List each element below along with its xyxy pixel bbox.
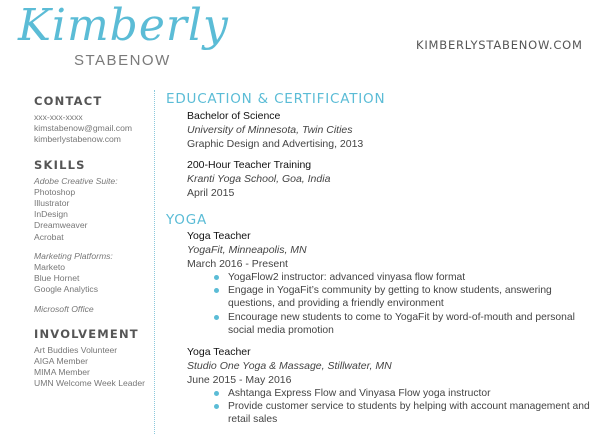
logo-script-name: Kimberly bbox=[18, 0, 229, 51]
involvement-item: Art Buddies Volunteer bbox=[34, 344, 118, 355]
main-content bbox=[166, 91, 596, 427]
bullet-item bbox=[217, 387, 596, 400]
contact-website[interactable]: kimberlystabenow.com bbox=[34, 134, 121, 145]
skill-group-label: Microsoft Office bbox=[34, 303, 94, 314]
involvement-heading: INVOLVEMENT bbox=[34, 326, 139, 341]
entry-org: University of Minnesota, Twin Cities bbox=[187, 124, 353, 136]
entry-date: June 2015 - May 2016 bbox=[187, 374, 292, 387]
skills-section bbox=[34, 158, 149, 315]
involvement-item: AIGA Member bbox=[34, 356, 88, 367]
bullet-text: Encourage new students to come to YogaFit by word-of-mouth and personal social media promotion bbox=[228, 311, 575, 336]
entry-date: March 2016 - Present bbox=[187, 258, 288, 270]
skill-item: Dreamweaver bbox=[34, 220, 88, 231]
bullet-text: Provide customer service to students by helping with account management and retail sales bbox=[228, 401, 590, 426]
skills-heading: SKILLS bbox=[34, 157, 86, 172]
bullet-text: YogaFlow2 instructor: advanced vinyasa flow format bbox=[228, 272, 466, 283]
skill-item: Acrobat bbox=[34, 231, 64, 242]
entry-title: Bachelor of Science bbox=[187, 110, 281, 122]
involvement-item: MIMA Member bbox=[34, 367, 90, 378]
logo-surname: STABENOW bbox=[74, 52, 171, 69]
bullet-item bbox=[217, 271, 596, 284]
entry-org: Kranti Yoga School, Goa, India bbox=[187, 173, 331, 185]
bullet-list bbox=[187, 271, 596, 337]
entry-org: Studio One Yoga & Massage, Stillwater, MN bbox=[187, 360, 392, 373]
education-entry bbox=[187, 159, 596, 200]
contact-email[interactable]: kimstabenow@gmail.com bbox=[34, 123, 133, 134]
skill-item: Marketo bbox=[34, 262, 66, 273]
bullet-list bbox=[187, 387, 596, 427]
contact-phone: xxx-xxx-xxxx bbox=[34, 112, 83, 122]
education-entry bbox=[187, 110, 596, 151]
entry-org: YogaFit, Minneapolis, MN bbox=[187, 244, 307, 256]
yoga-heading: YOGA bbox=[166, 212, 208, 228]
bullet-icon bbox=[214, 404, 219, 409]
bullet-item bbox=[217, 400, 596, 426]
involvement-section bbox=[34, 327, 149, 390]
entry-title: Yoga Teacher bbox=[187, 230, 251, 242]
education-heading: EDUCATION & CERTIFICATION bbox=[166, 91, 386, 107]
bullet-icon bbox=[214, 391, 219, 396]
bullet-item bbox=[217, 284, 596, 310]
skill-item: Blue Hornet bbox=[34, 273, 80, 284]
bullet-icon bbox=[214, 275, 219, 280]
yoga-entry bbox=[187, 346, 596, 427]
skill-item: Google Analytics bbox=[34, 284, 99, 295]
sidebar bbox=[34, 94, 149, 402]
entry-title: Yoga Teacher bbox=[187, 346, 251, 359]
skill-item: InDesign bbox=[34, 209, 68, 220]
involvement-item: UMN Welcome Week Leader bbox=[34, 378, 145, 389]
contact-heading: CONTACT bbox=[34, 94, 103, 108]
bullet-icon bbox=[214, 315, 219, 320]
column-divider bbox=[154, 90, 155, 434]
skill-group-label: Marketing Platforms: bbox=[34, 250, 113, 261]
contact-section bbox=[34, 94, 149, 146]
bullet-text: Ashtanga Express Flow and Vinyasa Flow yoga instructor bbox=[228, 388, 491, 400]
entry-detail: April 2015 bbox=[187, 187, 235, 199]
website-link[interactable]: KIMBERLYSTABENOW.COM bbox=[416, 38, 583, 52]
yoga-entry bbox=[187, 230, 596, 337]
bullet-item bbox=[217, 311, 596, 337]
skill-group-label: Adobe Creative Suite: bbox=[34, 175, 118, 186]
skill-item: Illustrator bbox=[34, 198, 70, 209]
entry-detail: Graphic Design and Advertising, 2013 bbox=[187, 138, 364, 150]
bullet-icon bbox=[214, 288, 219, 293]
entry-title: 200-Hour Teacher Training bbox=[187, 159, 312, 171]
skill-item: Photoshop bbox=[34, 186, 76, 197]
bullet-text: Engage in YogaFit’s community by getting to know students, answering questions, and providing a friendly environment bbox=[228, 285, 552, 310]
logo bbox=[14, 0, 229, 76]
